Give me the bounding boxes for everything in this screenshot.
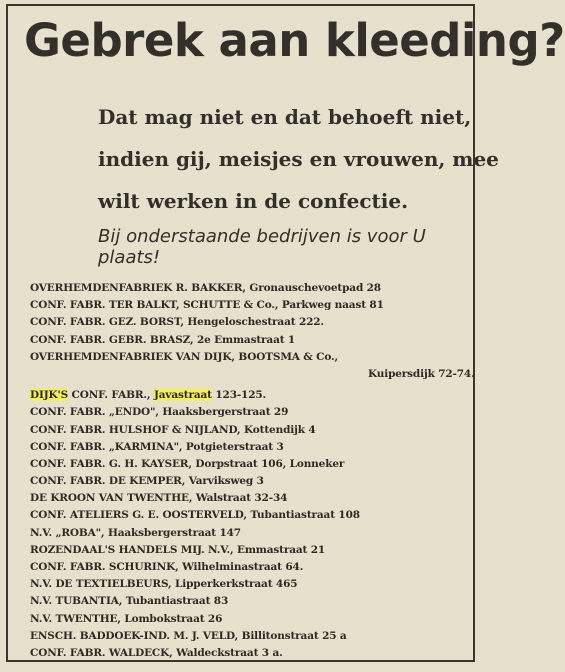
list-item: N.V. TWENTHE, Lombokstraat 26: [30, 612, 223, 625]
lede-line-3: wilt werken in de confectie.: [98, 189, 409, 213]
list-item: ROZENDAAL'S HANDELS MIJ. N.V., Emmastraat 21: [30, 543, 326, 556]
list-item: CONF. ATELIERS G. E. OOSTERVELD, Tubantiastraat 108: [30, 509, 360, 522]
list-item: CONF. FABR. „ENDO", Haaksbergerstraat 29: [30, 406, 289, 419]
list-item: CONF. FABR. TER BALKT, SCHUTTE & Co., Parkweg naast 81: [30, 299, 384, 312]
lede-text: [98, 96, 499, 222]
list-item-continuation: Kuipersdijk 72-74.: [368, 367, 475, 380]
list-item: N.V. „ROBA", Haaksbergerstraat 147: [30, 526, 241, 539]
list-item: OVERHEMDENFABRIEK R. BAKKER, Gronauschevoetpad 28: [30, 282, 381, 294]
invitation-text: Bij onderstaande bedrijven is voor U plaats!: [98, 226, 426, 268]
list-item: ENSCH. BADDOEK-IND. M. J. VELD, Billitonstraat 25 a: [30, 629, 347, 642]
company-list: [30, 280, 475, 662]
list-item: CONF. FABR. „KARMINA", Potgieterstraat 3: [30, 440, 284, 453]
list-item: CONF. FABR. HULSHOF & NIJLAND, Kottendijk 4: [30, 423, 316, 436]
list-item: CONF. FABR. GEBR. BRASZ, 2e Emmastraat 1: [30, 333, 296, 346]
list-item: CONF. FABR. GEZ. BORST, Hengeloschestraat 222.: [30, 316, 324, 329]
list-item: N.V. TUBANTIA, Tubantiastraat 83: [30, 595, 229, 608]
street-number: 123-125.: [211, 389, 267, 402]
company-type: CONF. FABR.,: [68, 389, 154, 402]
highlight-street: Javastraat: [153, 389, 212, 402]
lede-line-1: Dat mag niet en dat behoeft niet,: [98, 105, 472, 129]
list-item: CONF. FABR. SCHURINK, Wilhelminastraat 64.: [30, 561, 304, 573]
headline: Gebrek aan kleeding?: [24, 14, 565, 67]
highlight-company-name: DIJK'S: [30, 389, 69, 402]
list-item: CONF. FABR. WALDECK, Waldeckstraat 3 a.: [30, 646, 283, 659]
list-item: OVERHEMDENFABRIEK VAN DIJK, BOOTSMA & Co.,: [30, 350, 339, 363]
list-item: CONF. FABR. G. H. KAYSER, Dorpstraat 106, Lonneker: [30, 457, 345, 470]
lede-line-2: indien gij, meisjes en vrouwen, mee: [98, 147, 499, 171]
list-item: CONF. FABR. DE KEMPER, Varviksweg 3: [30, 475, 264, 488]
list-item-highlighted: [30, 387, 475, 404]
list-item: N.V. DE TEXTIELBEURS, Lipperkerkstraat 465: [30, 578, 298, 591]
list-item: DE KROON VAN TWENTHE, Walstraat 32-34: [30, 492, 288, 505]
